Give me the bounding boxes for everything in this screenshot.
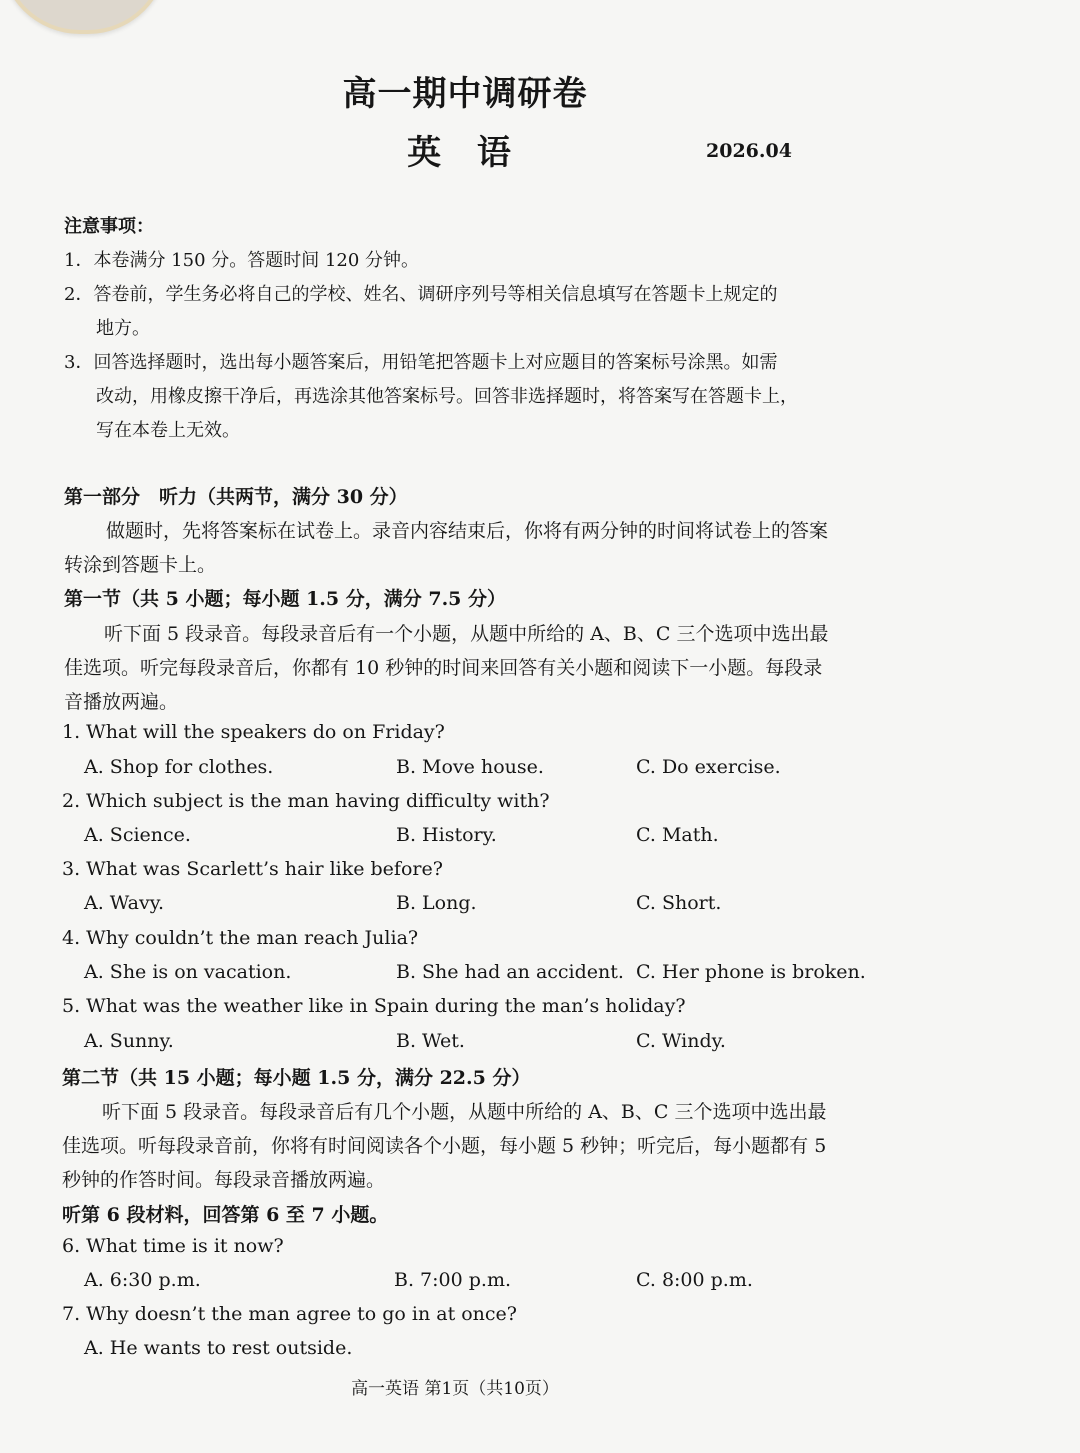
option-a: A. She is on vacation. [84, 961, 292, 983]
option-b: B. Long. [396, 892, 477, 914]
option-a: A. Sunny. [84, 1030, 174, 1052]
notice-line: 写在本卷上无效。 [96, 420, 240, 441]
exam-date: 2026.04 [706, 140, 792, 162]
question-3: 3. What was Scarlett’s hair like before? [62, 858, 443, 880]
option-c: C. 8:00 p.m. [636, 1269, 753, 1291]
option-c: C. Do exercise. [636, 756, 781, 778]
page-footer: 高一英语 第1页（共10页） [351, 1379, 559, 1399]
corner-stamp [0, 0, 168, 34]
notice-line: 改动，用橡皮擦干净后，再选涂其他答案标号。回答非选择题时，将答案写在答题卡上， [96, 386, 798, 407]
notice-heading: 注意事项： [64, 216, 154, 237]
option-b: B. History. [396, 824, 497, 846]
question-6: 6. What time is it now? [62, 1235, 284, 1257]
section2-intro: 听下面 5 段录音。每段录音后有几个小题，从题中所给的 A、B、C 三个选项中选出最 [102, 1101, 827, 1123]
option-a: A. Shop for clothes. [84, 756, 274, 778]
option-b: B. 7:00 p.m. [394, 1269, 512, 1291]
option-a: A. Wavy. [84, 892, 164, 914]
section1-intro: 音播放两遍。 [64, 691, 179, 713]
option-b: B. Wet. [396, 1030, 465, 1052]
option-b: B. She had an accident. [396, 961, 624, 983]
option-a: A. Science. [84, 824, 191, 846]
notice-line: 1．本卷满分 150 分。答题时间 120 分钟。 [64, 250, 420, 271]
section2-intro: 佳选项。听每段录音前，你将有时间阅读各个小题，每小题 5 秒钟；听完后，每小题都有 5 [62, 1135, 827, 1157]
exam-title: 高一期中调研卷 [342, 74, 588, 114]
section1-heading: 第一节（共 5 小题；每小题 1.5 分，满分 7.5 分） [64, 588, 507, 610]
section2-intro: 秒钟的作答时间。每段录音播放两遍。 [62, 1169, 386, 1191]
section1-intro: 听下面 5 段录音。每段录音后有一个小题，从题中所给的 A、B、C 三个选项中选出最 [104, 623, 829, 645]
question-2: 2. Which subject is the man having difficulty with? [62, 790, 550, 812]
part1-heading: 第一部分 听力（共两节，满分 30 分） [64, 486, 408, 508]
question-5: 5. What was the weather like in Spain during the man’s holiday? [62, 995, 686, 1017]
question-7: 7. Why doesn’t the man agree to go in at once? [62, 1303, 517, 1325]
option-a: A. 6:30 p.m. [84, 1269, 201, 1291]
option-c: C. Math. [636, 824, 719, 846]
question-4: 4. Why couldn’t the man reach Julia? [62, 927, 419, 949]
notice-line: 3．回答选择题时，选出每小题答案后，用铅笔把答题卡上对应题目的答案标号涂黑。如需 [64, 352, 778, 373]
option-c: C. Her phone is broken. [636, 961, 866, 983]
option-c: C. Windy. [636, 1030, 726, 1052]
option-b: B. Move house. [396, 756, 544, 778]
material-heading: 听第 6 段材料，回答第 6 至 7 小题。 [62, 1204, 389, 1226]
section1-intro: 佳选项。听完每段录音后，你都有 10 秒钟的时间来回答有关小题和阅读下一小题。每段录 [64, 657, 823, 679]
section2-heading: 第二节（共 15 小题；每小题 1.5 分，满分 22.5 分） [62, 1067, 531, 1089]
notice-line: 地方。 [96, 318, 150, 339]
notice-line: 2．答卷前，学生务必将自己的学校、姓名、调研序列号等相关信息填写在答题卡上规定的 [64, 284, 778, 305]
exam-subject: 英 语 [407, 133, 523, 173]
part1-intro: 做题时，先将答案标在试卷上。录音内容结束后，你将有两分钟的时间将试卷上的答案 [106, 520, 829, 542]
part1-intro: 转涂到答题卡上。 [64, 554, 217, 576]
option-c: C. Short. [636, 892, 722, 914]
option-a: A. He wants to rest outside. [84, 1337, 353, 1359]
question-1: 1. What will the speakers do on Friday? [62, 721, 445, 743]
